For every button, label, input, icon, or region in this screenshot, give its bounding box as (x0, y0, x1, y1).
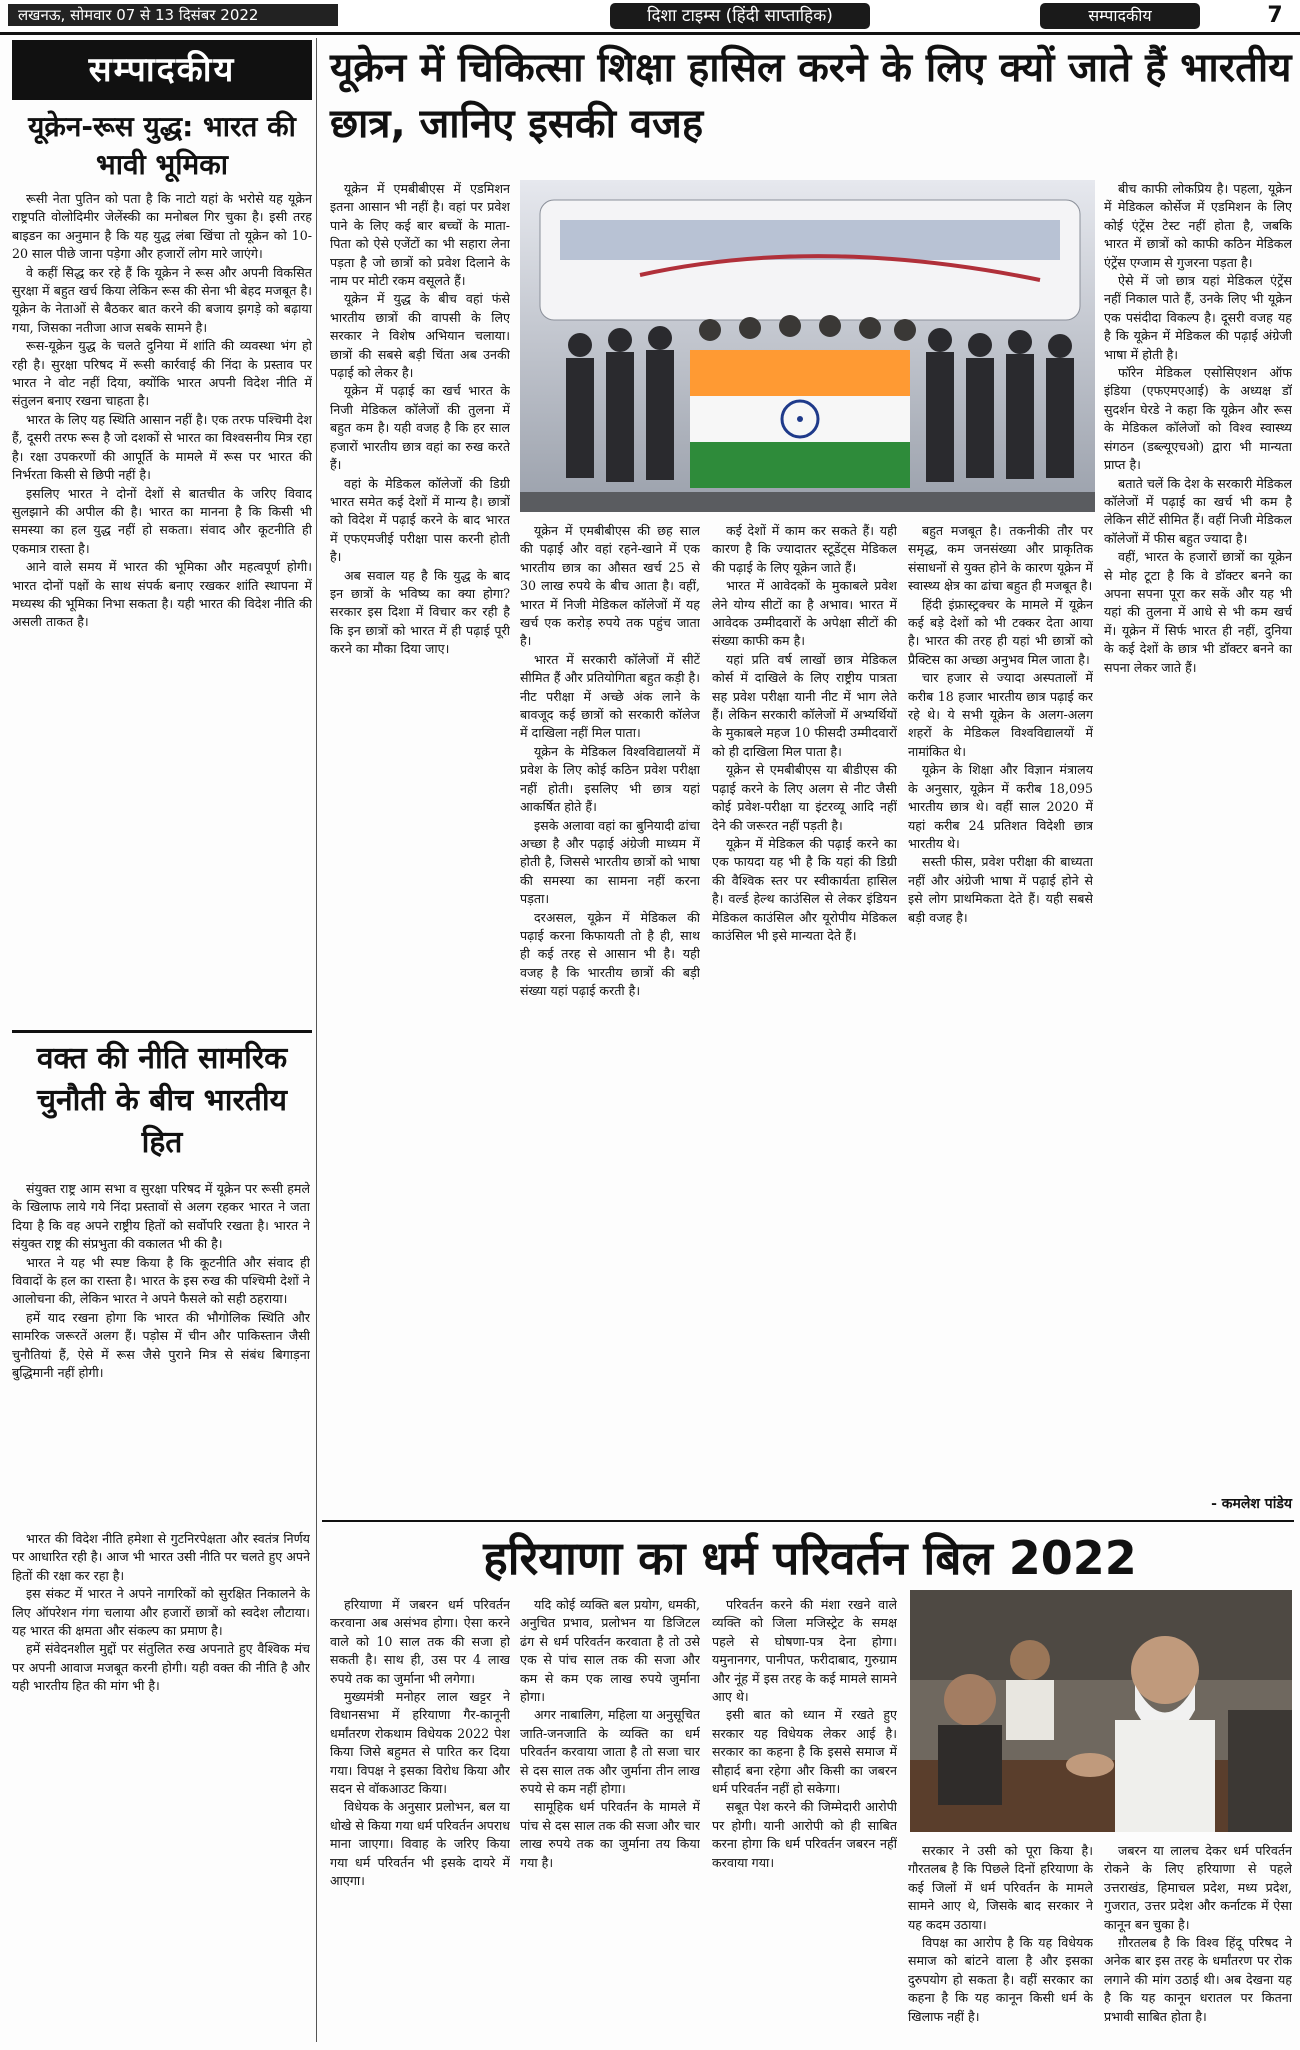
paragraph: अब सवाल यह है कि युद्ध के बाद इन छात्रों के भविष्य का क्या होगा? सरकार इस दिशा में विचार कर रही है कि इन छात्रों को भारत में ही पढ़ाई पूरी करने का मौका दिया जाए। (330, 567, 510, 657)
paragraph: यहां प्रति वर्ष लाखों छात्र मेडिकल कोर्स में दाखिले के लिए राष्ट्रीय पात्रता सह प्रवेश परीक्षा यानी नीट में भाग लेते हैं। लेकिन सरकारी कॉलेजों में अभ्यर्थियों के मुकाबले महज 10 फीसदी उम्मीदवारों को ही दाखिला मिल पाता है। (712, 651, 897, 759)
paragraph: यदि कोई व्यक्ति बल प्रयोग, धमकी, अनुचित प्रभाव, प्रलोभन या डिजिटल ढंग से धर्म परिवर्तन करवाता है तो उसे एक से पांच साल तक की सजा और कम से कम एक लाख रुपये जुर्माना होगा। (520, 1597, 700, 1705)
masthead-bar (0, 0, 1300, 35)
article-byline: - कमलेश पांडेय (1211, 1496, 1292, 1512)
bill-article-col3 (712, 1596, 897, 2042)
paragraph: यूक्रेन के मेडिकल विश्वविद्यालयों में प्रवेश के लिए कोई कठिन प्रवेश परीक्षा नहीं होती। इसलिए भी छात्र यहां आकर्षित होते हैं। (520, 743, 700, 815)
paragraph: बहुत मजबूत है। तकनीकी तौर पर समृद्ध, कम जनसंख्या और प्राकृतिक संसाधनों से युक्त होने के कारण यूक्रेन में स्वास्थ्य क्षेत्र का ढांचा बहुत ही मजबूत है। (908, 523, 1093, 594)
paragraph: सस्ती फीस, प्रवेश परीक्षा की बाध्यता नहीं और अंग्रेजी भाषा में पढ़ाई होने से इसे लोग प्राथमिकता देते हैं। यही सबसे बड़ी वजह है। (908, 854, 1093, 925)
paragraph: यूक्रेन में मेडिकल की पढ़ाई करने का एक फायदा यह भी है कि यहां की डिग्री की वैश्विक स्तर पर स्वीकार्यता हासिल है। वर्ल्ड हेल्थ काउंसिल से लेकर इंडियन मेडिकल काउंसिल और यूरोपीय मेडिकल काउंसिल भी इसे मान्यता देते हैं। (712, 835, 897, 943)
paragraph: फॉरेन मेडिकल एसोसिएशन ऑफ इंडिया (एफएमएआई) के अध्यक्ष डॉ सुदर्शन घेरडे ने कहा कि यूक्रेन और रूस के मेडिकल कॉलेजों को विश्व स्वास्थ्य संगठन (डब्ल्यूएचओ) द्वारा भी मान्यता प्राप्त है। (1104, 365, 1292, 473)
editorial1-headline: यूक्रेन-रूस युद्ध: भारत की भावी भूमिका (28, 110, 296, 181)
section-name-badge: सम्पादकीय (1040, 3, 1200, 29)
paragraph: वे कहीं सिद्ध कर रहे हैं कि यूक्रेन ने रूस और अपनी विकसित सुरक्षा में बहुत खर्च किया लेकिन रूस की सेना भी बेहद मजबूत है। यूक्रेन के नेताओं से बैठकर बात करने की बजाय झगड़े को बढ़ाया गया, जिसका नतीजा आज सबके सामने है। (12, 264, 312, 335)
main-article-col5 (1104, 180, 1292, 1490)
main-article-col3 (712, 522, 897, 1515)
paragraph: हमें संवेदनशील मुद्दों पर संतुलित रुख अपनाते हुए वैश्विक मंच पर अपनी आवाज मजबूत करनी होगी। यही वक्त की नीति है और यही भारतीय हित की मांग भी है। (12, 1641, 310, 1694)
paragraph: यूक्रेन में पढ़ाई का खर्च भारत के निजी मेडिकल कॉलेजों की तुलना में बहुत कम है। यही वजह है कि हर साल हजारों भारतीय छात्र वहां का रुख करते हैं। (330, 383, 510, 473)
paragraph: विधेयक के अनुसार प्रलोभन, बल या धोखे से किया गया धर्म परिवर्तन अपराध माना जाएगा। विवाह के जरिए किया गया धर्म परिवर्तन भी इसके दायरे में आएगा। (330, 1799, 510, 1889)
paragraph: सामूहिक धर्म परिवर्तन के मामले में पांच से दस साल तक की सजा और चार लाख रुपये तक का जुर्माना तय किया गया है। (520, 1799, 700, 1870)
paragraph: सबूत पेश करने की जिम्मेदारी आरोपी पर होगी। यानी आरोपी को ही साबित करना होगा कि धर्म परिवर्तन जबरन नहीं करवाया गया। (712, 1799, 897, 1870)
paragraph: संयुक्त राष्ट्र आम सभा व सुरक्षा परिषद में यूक्रेन पर रूसी हमले के खिलाफ लाये गये निंदा प्रस्तावों से अलग रहकर भारत ने जता दिया है कि वह अपने राष्ट्रीय हितों को सर्वोपरि रखता है। भारत ने संयुक्त राष्ट्र की संप्रभुता की वकालत भी की है। (12, 1181, 310, 1252)
paragraph: यूक्रेन में एमबीबीएस की छह साल की पढ़ाई और वहां रहने-खाने में एक भारतीय छात्र का औसत खर्च 25 से 30 लाख रुपये के बीच आता है। वहीं, भारत में निजी मेडिकल कॉलेजों में यह खर्च एक करोड़ रुपये तक पहुंच जाता है। (520, 523, 700, 649)
section-label: सम्पादकीय (12, 40, 312, 100)
paper-name-badge: दिशा टाइम्स (हिंदी साप्ताहिक) (610, 3, 870, 29)
paragraph: यूक्रेन से एमबीबीएस या बीडीएस की पढ़ाई करने के लिए अलग से नीट जैसी कोई प्रवेश-परीक्षा या इंटरव्यू आदि नहीं देने की जरूरत नहीं पड़ती है। (712, 762, 897, 833)
paragraph: रूसी नेता पुतिन को पता है कि नाटो यहां के भरोसे यह यूक्रेन राष्ट्रपति वोलोदिमीर जेलेंस्की का मनोबल गिर चुका है। इसी तरह बाइडन का अनुमान है कि यह युद्ध लंबा खिंचा तो यूक्रेन को 10-20 साल पीछे जाना पड़ेगा और हजारों लोग मारे जाएंगे। (12, 191, 312, 262)
paragraph: भारत ने यह भी स्पष्ट किया है कि कूटनीति और संवाद ही विवादों के हल का रास्ता है। भारत के इस रुख की पश्चिमी देशों ने आलोचना की, लेकिन भारत ने अपने फैसले को सही ठहराया। (12, 1254, 310, 1307)
paragraph: विपक्ष का आरोप है कि यह विधेयक समाज को बांटने वाला है और इसका दुरुपयोग हो सकता है। वहीं सरकार का कहना है कि यह कानून किसी धर्म के खिलाफ नहीं है। (908, 1935, 1093, 2024)
paragraph: यूक्रेन में एमबीबीएस में एडमिशन इतना आसान भी नहीं है। वहां पर प्रवेश पाने के लिए कई बार बच्चों के माता-पिता को ऐसे एजेंटों का भी सहारा लेना पड़ता है जो छात्रों को प्रवेश दिलाने के नाम पर मोटी रकम वसूलते हैं। (330, 181, 510, 289)
editorial2-headline: वक्त की नीति सामरिक चुनौती के बीच भारतीय हित (36, 1041, 288, 1160)
paragraph: वहीं, भारत के हजारों छात्रों का यूक्रेन से मोह टूटा है कि वे डॉक्टर बनने का अपना सपना पूरा कर सकें और यह भी यहां की तुलना में आधे से भी कम खर्च में। यूक्रेन में सिर्फ भारत ही नहीं, दुनिया के कई देशों के छात्र भी डॉक्टर बनने का सपना लेकर जाते हैं। (1104, 549, 1292, 675)
paragraph: हरियाणा में जबरन धर्म परिवर्तन करवाना अब असंभव होगा। ऐसा करने वाले को 10 साल तक की सजा हो सकती है। साथ ही, उस पर 4 लाख रुपये तक का जुर्माना भी लगेगा। (330, 1597, 510, 1686)
paragraph: भारत के लिए यह स्थिति आसान नहीं है। एक तरफ पश्चिमी देश हैं, दूसरी तरफ रूस है जो दशकों से भारत का विश्वसनीय मित्र रहा है। रक्षा उपकरणों की आपूर्ति के मामले में रूस पर भारत की निर्भरता किसी से छिपी नहीं है। (12, 411, 312, 483)
paragraph: हिंदी इंफ्रास्ट्रक्चर के मामले में यूक्रेन कई बड़े देशों को भी टक्कर देता आया है। भारत की तरह ही यहां भी छात्रों को प्रैक्टिस का अच्छा अनुभव मिल जाता है। (908, 596, 1093, 667)
paragraph: ऐसे में जो छात्र यहां मेडिकल एंट्रेंस नहीं निकाल पाते हैं, उनके लिए भी यूक्रेन एक पसंदीदा विकल्प है। दूसरी वजह यह है कि यूक्रेन में मेडिकल की पढ़ाई अंग्रेजी भाषा में होती है। (1104, 273, 1292, 362)
paragraph: चार हजार से ज्यादा अस्पतालों में करीब 18 हजार भारतीय छात्र पढ़ाई कर रहे थे। ये सभी यूक्रेन के अलग-अलग शहरों के मेडिकल विश्वविद्यालयों में नामांकित थे। (908, 670, 1093, 759)
paragraph: यूक्रेन में युद्ध के बीच वहां फंसे भारतीय छात्रों की वापसी के लिए सरकार ने विशेष अभियान चलाया। छात्रों की सबसे बड़ी चिंता अब उनकी पढ़ाई को लेकर है। (330, 291, 510, 381)
paragraph: कई देशों में काम कर सकते हैं। यही कारण है कि ज्यादातर स्टूडेंट्स मेडिकल की पढ़ाई के लिए यूक्रेन जाते हैं। (712, 523, 897, 575)
divider (322, 1520, 1294, 1522)
paragraph: इसलिए भारत ने दोनों देशों से बातचीत के जरिए विवाद सुलझाने की अपील की है। भारत का मानना है कि किसी भी समस्या का हल युद्ध नहीं हो सकता। संवाद और कूटनीति ही एकमात्र रास्ता है। (12, 485, 312, 556)
bill-article-col5 (1104, 1842, 1292, 2042)
main-article-headline: यूक्रेन में चिकित्सा शिक्षा हासिल करने के लिए क्यों जाते हैं भारतीय छात्र, जानिए इसकी वजह (330, 45, 1292, 147)
paragraph: हमें याद रखना होगा कि भारत की भौगोलिक स्थिति और सामरिक जरूरतें अलग हैं। पड़ोस में चीन और पाकिस्तान जैसी चुनौतियां हैं, ऐसे में रूस जैसे पुराने मित्र से संबंध बिगाड़ना बुद्धिमानी नहीं होगी। (12, 1309, 310, 1381)
paragraph: सरकार ने उसी को पूरा किया है। गौरतलब है कि पिछले दिनों हरियाणा के कई जिलों में धर्म परिवर्तन के मामले सामने आए थे, जिसके बाद सरकार ने यह कदम उठाया। (908, 1843, 1093, 1932)
bill-article-col4 (908, 1842, 1093, 2042)
paragraph: भारत की विदेश नीति हमेशा से गुटनिरपेक्षता और स्वतंत्र निर्णय पर आधारित रही है। आज भी भारत उसी नीति पर चलते हुए अपने हितों की रक्षा कर रहा है। (12, 1531, 310, 1583)
paragraph: बीच काफी लोकप्रिय है। पहला, यूक्रेन में मेडिकल कोर्सेज में एडमिशन के लिए कोई एंट्रेंस टेस्ट नहीं होता है, जबकि भारत में छात्रों को काफी कठिन मेडिकल एंट्रेंस एग्जाम से गुजरना पड़ता है। (1104, 181, 1292, 270)
paragraph: बताते चलें कि देश के सरकारी मेडिकल कॉलेजों में पढ़ाई का खर्च भी कम है लेकिन सीटें सीमित हैं। वहीं निजी मेडिकल कॉलेजों में फीस बहुत ज्यादा है। (1104, 475, 1292, 546)
paragraph: इसी बात को ध्यान में रखते हुए सरकार यह विधेयक लेकर आई है। सरकार का कहना है कि इससे समाज में सौहार्द बना रहेगा और किसी का जबरन धर्म परिवर्तन नहीं हो सकेगा। (712, 1707, 897, 1797)
editorial1-body (12, 190, 312, 1020)
column-rule (316, 38, 317, 2042)
bill-article-col2 (520, 1596, 700, 2042)
paragraph: भारत में सरकारी कॉलेजों में सीटें सीमित हैं और प्रतियोगिता बहुत कड़ी है। नीट परीक्षा में अच्छे अंक लाने के बावजूद कई छात्रों को सरकारी कॉलेज में दाखिला नहीं मिल पाता। (520, 651, 700, 741)
paragraph: दरअसल, यूक्रेन में मेडिकल की पढ़ाई करना किफायती तो है ही, साथ ही कई तरह से आसान भी है। यही वजह है कि भारतीय छात्रों की बड़ी संख्या यहां पढ़ाई करती है। (520, 909, 700, 999)
paragraph: जबरन या लालच देकर धर्म परिवर्तन रोकने के लिए हरियाणा से पहले उत्तराखंड, हिमाचल प्रदेश, मध्य प्रदेश, गुजरात, उत्तर प्रदेश और कर्नाटक में ऐसा कानून बन चुका है। (1104, 1843, 1292, 1932)
main-article-col1 (330, 180, 510, 1515)
editorial2-body-left-lower (12, 1530, 310, 2040)
paragraph: मुख्यमंत्री मनोहर लाल खट्टर ने विधानसभा में हरियाणा गैर-कानूनी धर्मांतरण रोकथाम विधेयक 2022 पेश किया जिसे बहुमत से पारित कर दिया गया। विपक्ष ने इसका विरोध किया और सदन से वॉकआउट किया। (330, 1689, 510, 1797)
minister-speaking-image (910, 1590, 1292, 1832)
main-article-col4 (908, 522, 1093, 1515)
paragraph: इस संकट में भारत ने अपने नागरिकों को सुरक्षित निकालने के लिए ऑपरेशन गंगा चलाया और हजारों छात्रों को स्वदेश लौटाया। यह भारत की क्षमता और संकल्प का प्रमाण है। (12, 1586, 310, 1639)
paragraph: इसके अलावा वहां का बुनियादी ढांचा अच्छा है और पढ़ाई अंग्रेजी माध्यम में होती है, जिससे भारतीय छात्रों को भाषा की समस्या का सामना नहीं करना पड़ता। (520, 817, 700, 907)
paragraph: भारत में आवेदकों के मुकाबले प्रवेश लेने योग्य सीटों का है अभाव। भारत में आवेदक उम्मीदवारों के अपेक्षा सीटों की संख्या काफी कम है। (712, 578, 897, 649)
main-article-col2 (520, 522, 700, 1515)
dateline: लखनऊ, सोमवार 07 से 13 दिसंबर 2022 (8, 4, 338, 26)
page-number: 7 (1267, 3, 1283, 28)
paragraph: आने वाले समय में भारत की भूमिका और महत्वपूर्ण होगी। भारत दोनों पक्षों के साथ संपर्क बनाए रखकर शांति स्थापना में मध्यस्थ की भूमिका निभा सकता है। यही भारत की विदेश नीति की असली ताकत है। (12, 559, 312, 630)
students-with-flag-image (520, 180, 1095, 512)
bill-article-col1 (330, 1596, 510, 2042)
divider (12, 1030, 312, 1033)
assembly-photo (910, 1590, 1292, 1832)
bill-article-headline: हरियाणा का धर्म परिवर्तन बिल 2022 (483, 1531, 1137, 1585)
paragraph: रूस-यूक्रेन युद्ध के चलते दुनिया में शांति की व्यवस्था भंग हो रही है। सुरक्षा परिषद में रूसी कार्रवाई की निंदा के प्रस्ताव पर भारत ने वोट नहीं दिया, क्योंकि भारत अपनी विदेश नीति में संतुलन बनाए रखना चाहता है। (12, 338, 312, 409)
paragraph: अगर नाबालिग, महिला या अनुसूचित जाति-जनजाति के व्यक्ति का धर्म परिवर्तन करवाया जाता है तो सजा चार से दस साल तक और जुर्माना तीन लाख रुपये से कम नहीं होगा। (520, 1707, 700, 1797)
paragraph: परिवर्तन करने की मंशा रखने वाले व्यक्ति को जिला मजिस्ट्रेट के समक्ष पहले से घोषणा-पत्र देना होगा। यमुनानगर, पानीपत, फरीदाबाद, गुरुग्राम और नूंह में इस तरह के कई मामले सामने आए थे। (712, 1597, 897, 1705)
paragraph: वहां के मेडिकल कॉलेजों की डिग्री भारत समेत कई देशों में मान्य है। छात्रों को विदेश में पढ़ाई करने के बाद भारत में एफएमजीई परीक्षा पास करनी होती है। (330, 475, 510, 565)
editorial2-body-left (12, 1180, 310, 1520)
paragraph: यूक्रेन के शिक्षा और विज्ञान मंत्रालय के अनुसार, यूक्रेन में करीब 18,095 भारतीय छात्र थे। वहीं साल 2020 में यहां करीब 24 प्रतिशत विदेशी छात्र भारतीय थे। (908, 762, 1093, 851)
students-photo (520, 180, 1095, 512)
paragraph: ग़ौरतलब है कि विश्व हिंदू परिषद ने अनेक बार इस तरह के धर्मांतरण पर रोक लगाने की मांग उठाई थी। अब देखना यह है कि यह कानून धरातल पर कितना प्रभावी साबित होता है। (1104, 1935, 1292, 2024)
